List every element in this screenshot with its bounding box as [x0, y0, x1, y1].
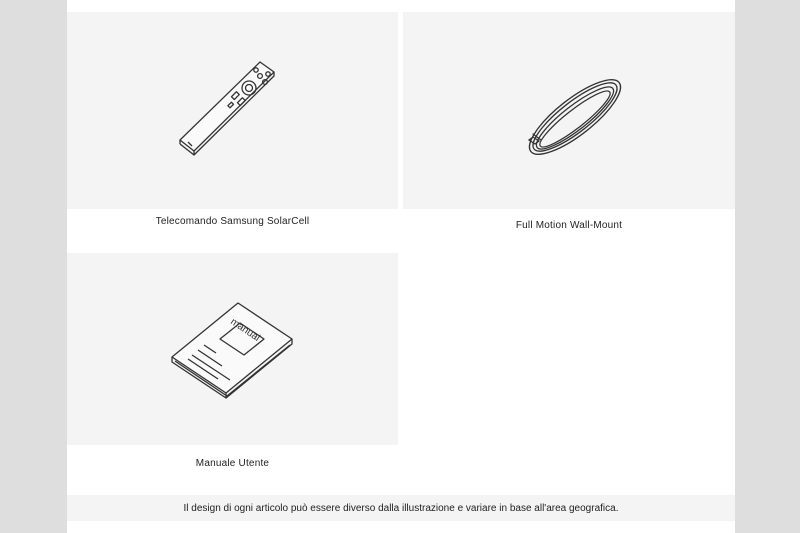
cable-coil-icon — [515, 64, 635, 174]
accessories-panel — [67, 0, 735, 533]
disclaimer-text: Il design di ogni articolo può essere diverso dalla illustrazione e variare in base all'area geografica. — [183, 503, 619, 514]
remote-caption: Telecomando Samsung SolarCell — [155, 216, 310, 227]
manual-book-icon — [170, 299, 300, 409]
remote-control-icon — [172, 54, 292, 164]
wall-mount-tile — [403, 12, 735, 209]
manual-tile — [67, 253, 398, 445]
manual-caption: Manuale Utente — [195, 458, 270, 469]
manual-cover-text: manual — [228, 316, 262, 344]
wall-mount-caption: Full Motion Wall-Mount — [515, 220, 623, 231]
remote-tile — [67, 12, 398, 209]
